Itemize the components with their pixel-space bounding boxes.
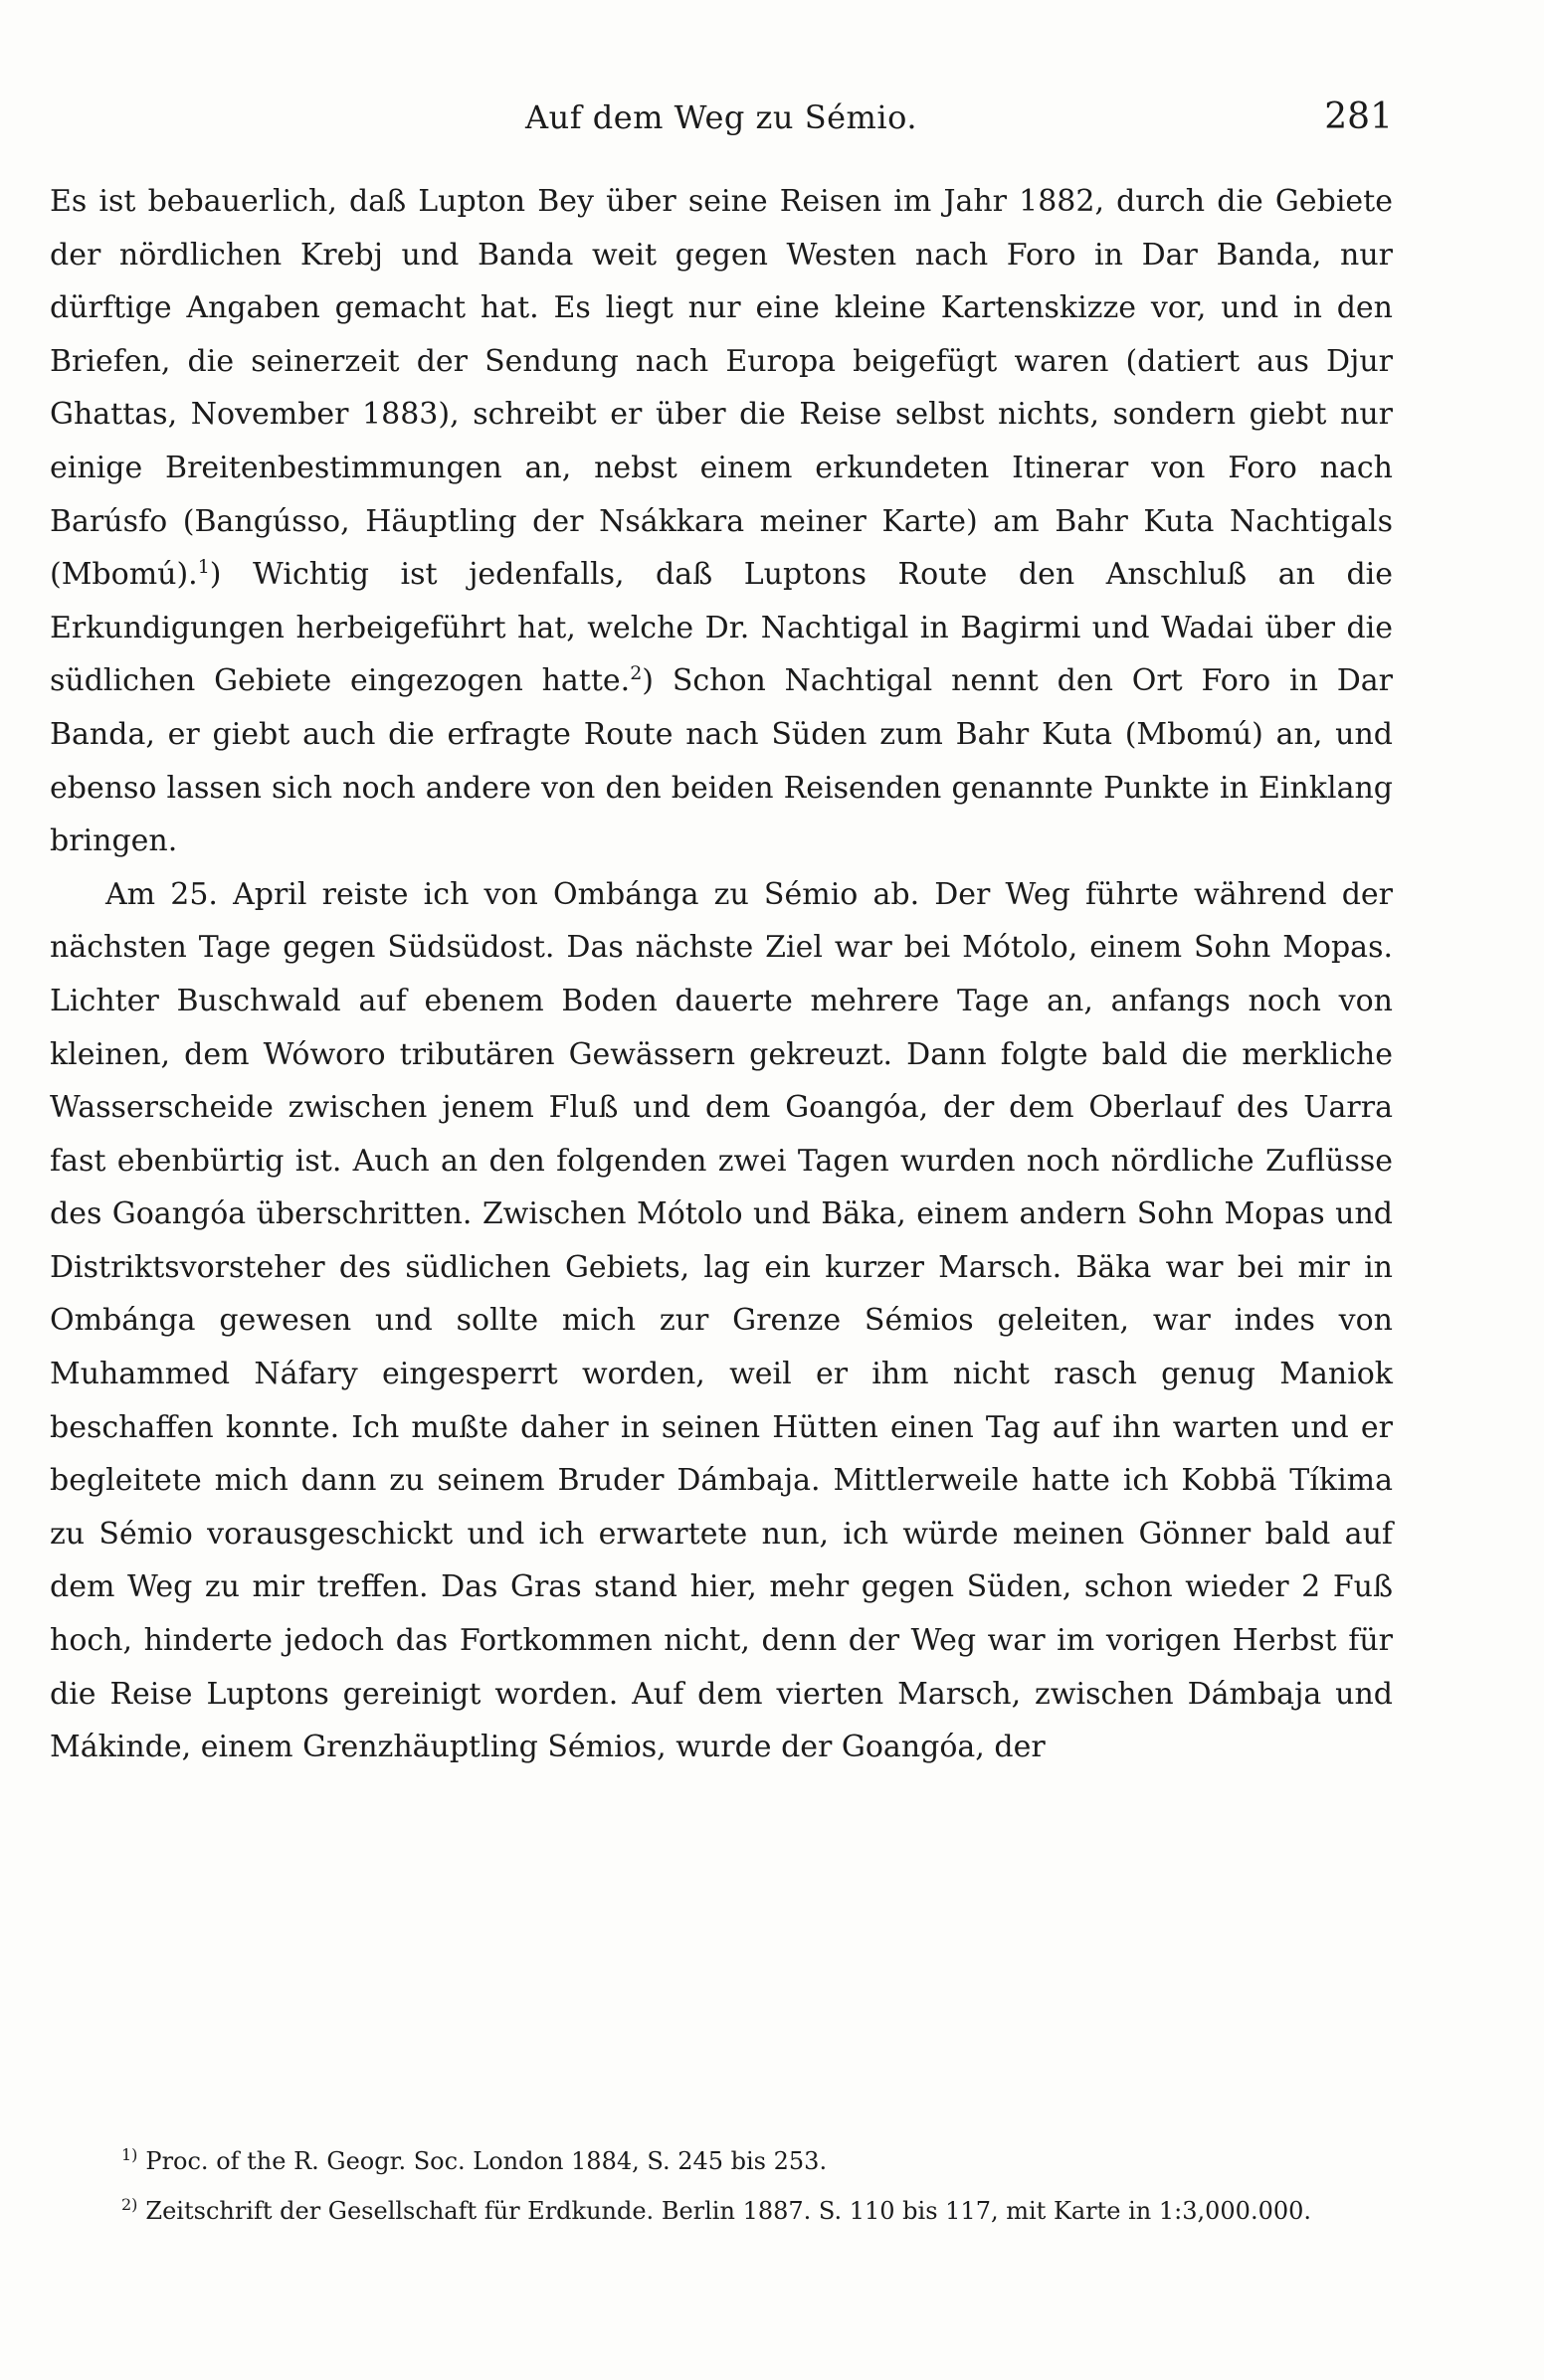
body-text [50, 175, 1393, 1774]
footnote-2 [50, 2186, 1393, 2236]
footnote-1 [50, 2136, 1393, 2186]
footnotes [50, 2136, 1393, 2236]
footnote-1-number: 1) [121, 2145, 138, 2164]
paragraph-1-text-a: Es ist bebauerlich, daß Lupton Bey über seine Reisen im Jahr 1882, durch die Gebiete der nördlichen Krebj und Banda weit gegen Westen nach Foro in Dar Banda, nur dürftige Angaben gemacht hat. Es liegt nur eine kleine Kartenskizze vor, und in den Briefen, die seinerzeit der Sendung nach Europa beigefügt waren (datiert aus Djur Ghattas, November 1883), schreibt er über die Reise selbst nichts, sondern giebt nur einige Breitenbestimmungen an, nebst einem erkundeten Itinerar von Foro nach Barúsfo (Bangússo, Häuptling der Nsákkara meiner Karte) am Bahr Kuta Nachtigals (Mbomú). [50, 184, 1393, 593]
footnote-ref-1-paren: ) [209, 557, 222, 593]
paragraph-2 [50, 868, 1393, 1774]
running-head [50, 88, 1393, 147]
running-title: Auf dem Weg zu Sémio. [525, 98, 917, 136]
footnote-2-number: 2) [121, 2195, 138, 2214]
page-number: 281 [1324, 96, 1393, 137]
paragraph-2-text: Am 25. April reiste ich von Ombánga zu Sémio ab. Der Weg führte während der nächsten Tage gegen Südsüdost. Das nächste Ziel war bei Mótolo, einem Sohn Mopas. Lichter Buschwald auf ebenem Boden dauerte mehrere Tage an, anfangs noch von kleinen, dem Wóworo tributären Gewässern gekreuzt. Dann folgte bald die merkliche Wasserscheide zwischen jenem Fluß und dem Goangóa, der dem Oberlauf des Uarra fast ebenbürtig ist. Auch an den folgenden zwei Tagen wurden noch nördliche Zuflüsse des Goangóa überschritten. Zwischen Mótolo und Bäka, einem andern Sohn Mopas und Distriktsvorsteher des südlichen Gebiets, lag ein kurzer Marsch. Bäka war bei mir in Ombánga gewesen und sollte mich zur Grenze Sémios geleiten, war indes von Muhammed Náfary eingesperrt worden, weil er ihm nicht rasch genug Maniok beschaffen konnte. Ich mußte daher in seinen Hütten einen Tag auf ihn warten und er begleitete mich dann zu seinem Bruder Dámbaja. Mittlerweile hatte ich Kobbä Tíkima zu Sémio vorausgeschickt und ich erwartete nun, ich würde meinen Gönner bald auf dem Weg zu mir treffen. Das Gras stand hier, mehr gegen Süden, schon wieder 2 Fuß hoch, hinderte jedoch das Fortkommen nicht, denn der Weg war im vorigen Herbst für die Reise Luptons gereinigt worden. Auf dem vierten Marsch, zwischen Dámbaja und Mákinde, einem Grenzhäuptling Sémios, wurde der Goangóa, der [50, 876, 1393, 1765]
paragraph-1-text-b: Wichtig ist jedenfalls, daß Luptons Route den Anschluß an die Erkundigungen herbeigeführt hat, welche Dr. Nachtigal in Bagirmi und Wadai über die südlichen Gebiete eingezogen hatte. [50, 557, 1393, 699]
footnote-ref-2-paren: ) [642, 663, 655, 699]
paragraph-1 [50, 175, 1393, 868]
footnote-ref-1: 1 [197, 556, 210, 579]
footnote-2-text: Zeitschrift der Gesellschaft für Erdkunde. Berlin 1887. S. 110 bis 117, mit Karte in 1:3,000.000. [145, 2197, 1312, 2225]
paragraph-1-text-c: Schon Nachtigal nennt den Ort Foro in Dar Banda, er giebt auch die erfragte Route nach Süden zum Bahr Kuta (Mbomú) an, und ebenso lassen sich noch andere von den beiden Reisenden genannte Punkte in Einklang bringen. [50, 663, 1393, 859]
footnote-ref-2: 2 [630, 662, 643, 685]
footnote-1-text: Proc. of the R. Geogr. Soc. London 1884, S. 245 bis 253. [145, 2147, 828, 2175]
